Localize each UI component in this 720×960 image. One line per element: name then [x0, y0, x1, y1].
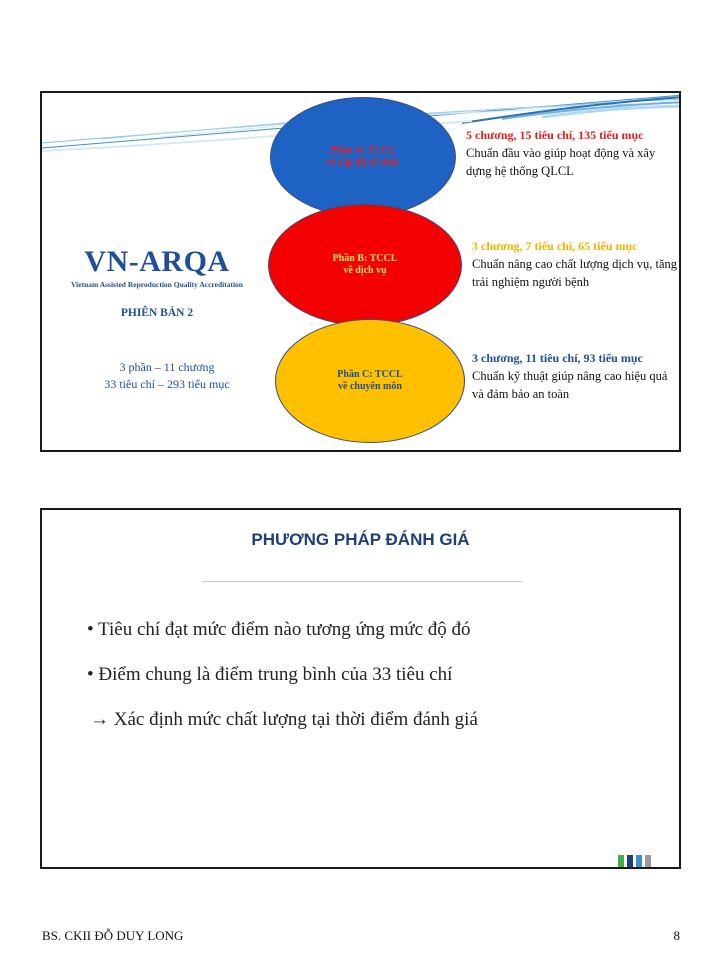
brand-squares — [618, 855, 651, 867]
part-c-counts: 3 chương, 11 tiêu chí, 93 tiểu mục — [472, 351, 643, 365]
structure-summary — [42, 359, 292, 393]
part-b-description — [472, 237, 681, 291]
part-b-summary: Chuẩn nâng cao chất lượng dịch vụ, tăng trải nghiệm người bệnh — [472, 257, 677, 289]
slide-evaluation-method — [40, 508, 681, 869]
bullet-item: • Tiêu chí đạt mức điểm nào tương ứng mức độ đó — [87, 619, 471, 640]
footer-author: BS. CKII ĐỖ DUY LONG — [42, 928, 184, 943]
brand-square — [645, 855, 651, 867]
program-title: VN-ARQA — [84, 245, 230, 278]
brand-square — [627, 855, 633, 867]
brand-square — [618, 855, 624, 867]
conclusion-line: → Xác định mức chất lượng tại thời điểm đánh giá — [90, 709, 478, 730]
part-b-sublabel: về dịch vụ — [343, 265, 387, 276]
brand-square — [636, 855, 642, 867]
slide-overview — [40, 91, 681, 452]
part-c-ellipse — [275, 319, 465, 443]
part-c-summary: Chuẩn kỹ thuật giúp nâng cao hiệu quả và đảm bảo an toàn — [472, 369, 668, 401]
summary-line-criteria: 33 tiêu chí – 293 tiểu mục — [104, 377, 230, 391]
part-a-counts: 5 chương, 15 tiêu chí, 135 tiểu mục — [466, 128, 644, 142]
slide-title: PHƯƠNG PHÁP ĐÁNH GIÁ — [251, 530, 470, 549]
part-a-label: Phần A: TCCL — [330, 145, 396, 156]
summary-line-parts: 3 phần – 11 chương — [119, 360, 215, 374]
part-b-label: Phần B: TCCL — [332, 253, 398, 264]
part-c-description — [472, 349, 681, 403]
part-c-label: Phần C: TCCL — [337, 369, 403, 380]
bullet-item: • Điểm chung là điểm trung bình của 33 tiêu chí — [87, 664, 453, 685]
part-a-sublabel: về cấp độ tổ chức — [326, 157, 400, 168]
part-a-summary: Chuẩn đầu vào giúp hoạt động và xây dựng hệ thống QLCL — [466, 146, 656, 178]
program-subtitle: Vietnam Assisted Reproduction Quality Accreditation — [71, 280, 243, 289]
part-c-sublabel: về chuyên môn — [338, 381, 402, 392]
version-label: PHIÊN BẢN 2 — [120, 307, 194, 319]
page-number: 8 — [673, 928, 680, 943]
part-a-ellipse — [270, 97, 456, 217]
part-a-description — [466, 126, 676, 180]
title-divider — [202, 581, 522, 582]
part-b-counts: 3 chương, 7 tiêu chí, 65 tiểu mục — [472, 239, 638, 253]
part-b-ellipse — [268, 204, 462, 326]
